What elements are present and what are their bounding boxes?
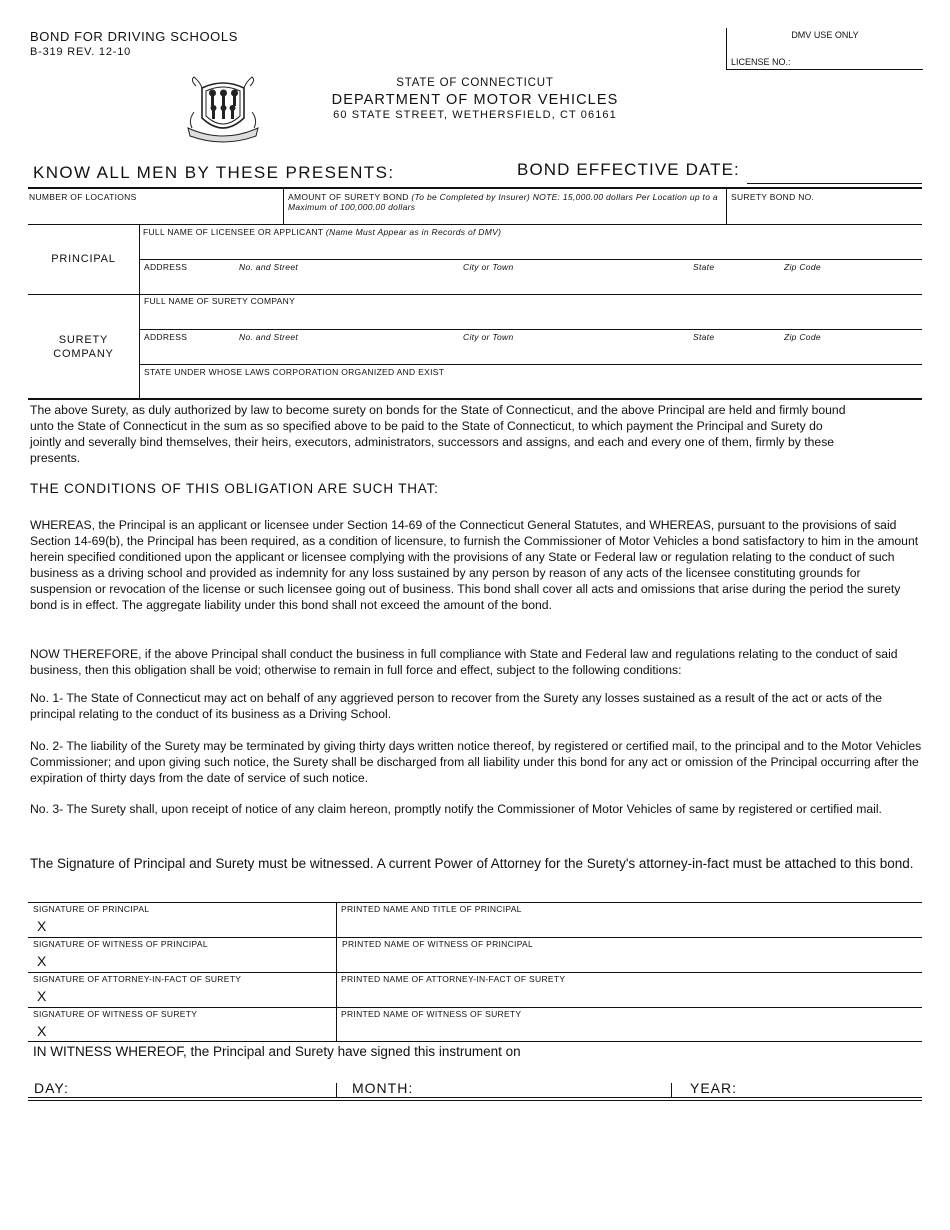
x-mark: X [37,918,47,934]
row-rule [28,937,922,938]
surety-street-label: No. and Street [239,332,299,342]
divider [671,1083,672,1097]
principal-street-label: No. and Street [239,262,299,272]
principal-state-label: State [693,262,715,272]
surety-address-field[interactable]: ADDRESS [144,332,188,342]
row-rule [28,1007,922,1008]
state-laws-field[interactable]: STATE UNDER WHOSE LAWS CORPORATION ORGANIZED AND EXIST [144,367,445,377]
signature-note: The Signature of Principal and Surety must be witnessed. A current Power of Attorney for the Surety's attorney-in-fact must be attached to this bond. [30,856,914,871]
signature-of-witness-surety-field[interactable]: SIGNATURE OF WITNESS OF SURETY [33,1009,198,1019]
table-top-rule [28,187,922,189]
signature-of-principal-field[interactable]: SIGNATURE OF PRINCIPAL [33,904,150,914]
principal-address-field[interactable]: ADDRESS [144,262,188,272]
form-number: B-319 REV. 12-10 [30,46,132,58]
surety-company-section-label [28,333,139,361]
row-rule [28,972,922,973]
divider [726,189,727,224]
year-field[interactable]: YEAR: [690,1080,738,1096]
surety-full-name-field[interactable]: FULL NAME OF SURETY COMPANY [144,296,296,306]
row-rule [28,294,922,295]
amount-note: (To be Completed by Insurer) NOTE: 15,000.00 dollars Per Location up to a Maximum of 100,000.00 dollars [288,192,718,212]
footer-rule [28,1097,922,1098]
know-all-men-heading: KNOW ALL MEN BY THESE PRESENTS: [33,163,395,182]
principal-full-name-note: (Name Must Appear as in Records of DMV) [325,227,502,237]
row-rule [139,364,922,365]
whereas-paragraph: WHEREAS, the Principal is an applicant or licensee under Section 14-69 of the Connecticut General Statutes, and WHEREAS, pursuant to the provisions of said Section 14-69(b), the Principal has been required, as a condition of licensure, to furnish the Commissioner of Motor Vehicles a bond satisfactory to him in the amount herein specified conditioned upon the applicant or licensee complying with the provisions of any State or Federal law or regulation relating to the conduct of such business as a driving school and provided as indemnity for any loss sustained by any person by reason of any acts of the licensee constituting grounds for suspension or revocation of the license or such licensee going out of business. This bond shall cover all acts and omissions that arise during the period the surety bond is in effect. The aggregate liability under this bond shall not exceed the amount of the bond. [30,518,919,612]
bond-effective-date-label: BOND EFFECTIVE DATE: [517,160,740,179]
table-bottom-rule [28,398,922,400]
row-rule [139,329,922,330]
principal-zip-label: Zip Code [784,262,821,272]
in-witness-statement: IN WITNESS WHEREOF, the Principal and Surety have signed this instrument on [33,1044,521,1059]
department-address: 60 STATE STREET, WETHERSFIELD, CT 06161 [333,109,617,121]
principal-city-label: City or Town [463,262,514,272]
department-name: DEPARTMENT OF MOTOR VEHICLES [331,92,619,108]
x-mark: X [37,953,47,969]
amount-of-surety-bond-field[interactable] [288,192,724,212]
x-mark: X [37,988,47,1004]
row-rule [28,902,922,903]
conditions-heading: THE CONDITIONS OF THIS OBLIGATION ARE SUCH THAT: [30,481,439,496]
divider [283,189,284,224]
amount-label: AMOUNT OF SURETY BOND [288,192,409,202]
dmv-use-box [726,28,923,70]
principal-full-name-field[interactable] [143,227,501,237]
signature-of-attorney-field[interactable]: SIGNATURE OF ATTORNEY-IN-FACT OF SURETY [33,974,242,984]
state-name: STATE OF CONNECTICUT [396,77,554,89]
surety-zip-label: Zip Code [784,332,821,342]
surety-city-label: City or Town [463,332,514,342]
x-mark: X [37,1023,47,1039]
principal-full-name-label: FULL NAME OF LICENSEE OR APPLICANT [143,227,324,237]
now-therefore-paragraph: NOW THEREFORE, if the above Principal shall conduct the business in full compliance with State and Federal law and regulations relating to the conduct of said business, then this obligation shall be void; otherwise to remain in full force and effect, subject to the following conditions: [30,647,898,677]
printed-name-attorney-field[interactable]: PRINTED NAME OF ATTORNEY-IN-FACT OF SURETY [341,974,566,984]
bond-effective-date-field[interactable] [747,183,922,184]
divider [139,224,140,399]
condition-no3: No. 3- The Surety shall, upon receipt of notice of any claim hereon, promptly notify the Commissioner of Motor Vehicles of same by registered or certified mail. [30,802,882,816]
obligation-paragraph: The above Surety, as duly authorized by law to become surety on bonds for the State of Connecticut, and the above Principal are held and firmly bound unto the State of Connecticut in the sum as so specified above to be paid to the State of Connecticut, to which payment the Principal and Surety do jointly and severally bind themselves, their heirs, executors, administrators, successors and assigns, and each and every one of them, firmly by these presents. [30,403,846,465]
row-rule [139,259,922,260]
principal-section-label: PRINCIPAL [51,253,116,265]
printed-name-witness-principal-field[interactable]: PRINTED NAME OF WITNESS OF PRINCIPAL [342,939,534,949]
row-rule [28,224,922,225]
surety-bond-no-field[interactable]: SURETY BOND NO. [731,192,815,202]
divider [336,1083,337,1097]
day-field[interactable]: DAY: [34,1080,69,1096]
printed-name-principal-field[interactable]: PRINTED NAME AND TITLE OF PRINCIPAL [341,904,522,914]
printed-name-witness-surety-field[interactable]: PRINTED NAME OF WITNESS OF SURETY [341,1009,522,1019]
surety-label-line1: SURETY [58,334,109,346]
surety-state-label: State [693,332,715,342]
surety-label-line2: COMPANY [53,348,114,360]
dmv-use-only-label: DMV USE ONLY [791,30,859,40]
month-field[interactable]: MONTH: [352,1080,414,1096]
form-title: BOND FOR DRIVING SCHOOLS [30,29,238,44]
condition-no2: No. 2- The liability of the Surety may be terminated by giving thirty days written notice thereof, by registered or certified mail, to the principal and to the Motor Vehicles Commissioner; and upon giving such notice, the Surety shall be discharged from all liability under this bond for any act or omission of the Principal occurring after the expiration of thirty days from the date of service of such notice. [30,739,922,785]
connecticut-seal-icon [182,76,264,146]
condition-no1: No. 1- The State of Connecticut may act on behalf of any aggrieved person to recover from the Surety any losses sustained as a result of the act or acts of the principal relating to the conduct of its business as a Driving School. [30,691,883,721]
row-rule [28,1041,922,1042]
number-of-locations-field[interactable]: NUMBER OF LOCATIONS [29,192,137,202]
license-no-field[interactable]: LICENSE NO.: [731,57,791,67]
signature-of-witness-principal-field[interactable]: SIGNATURE OF WITNESS OF PRINCIPAL [33,939,208,949]
footer-rule [28,1100,922,1101]
